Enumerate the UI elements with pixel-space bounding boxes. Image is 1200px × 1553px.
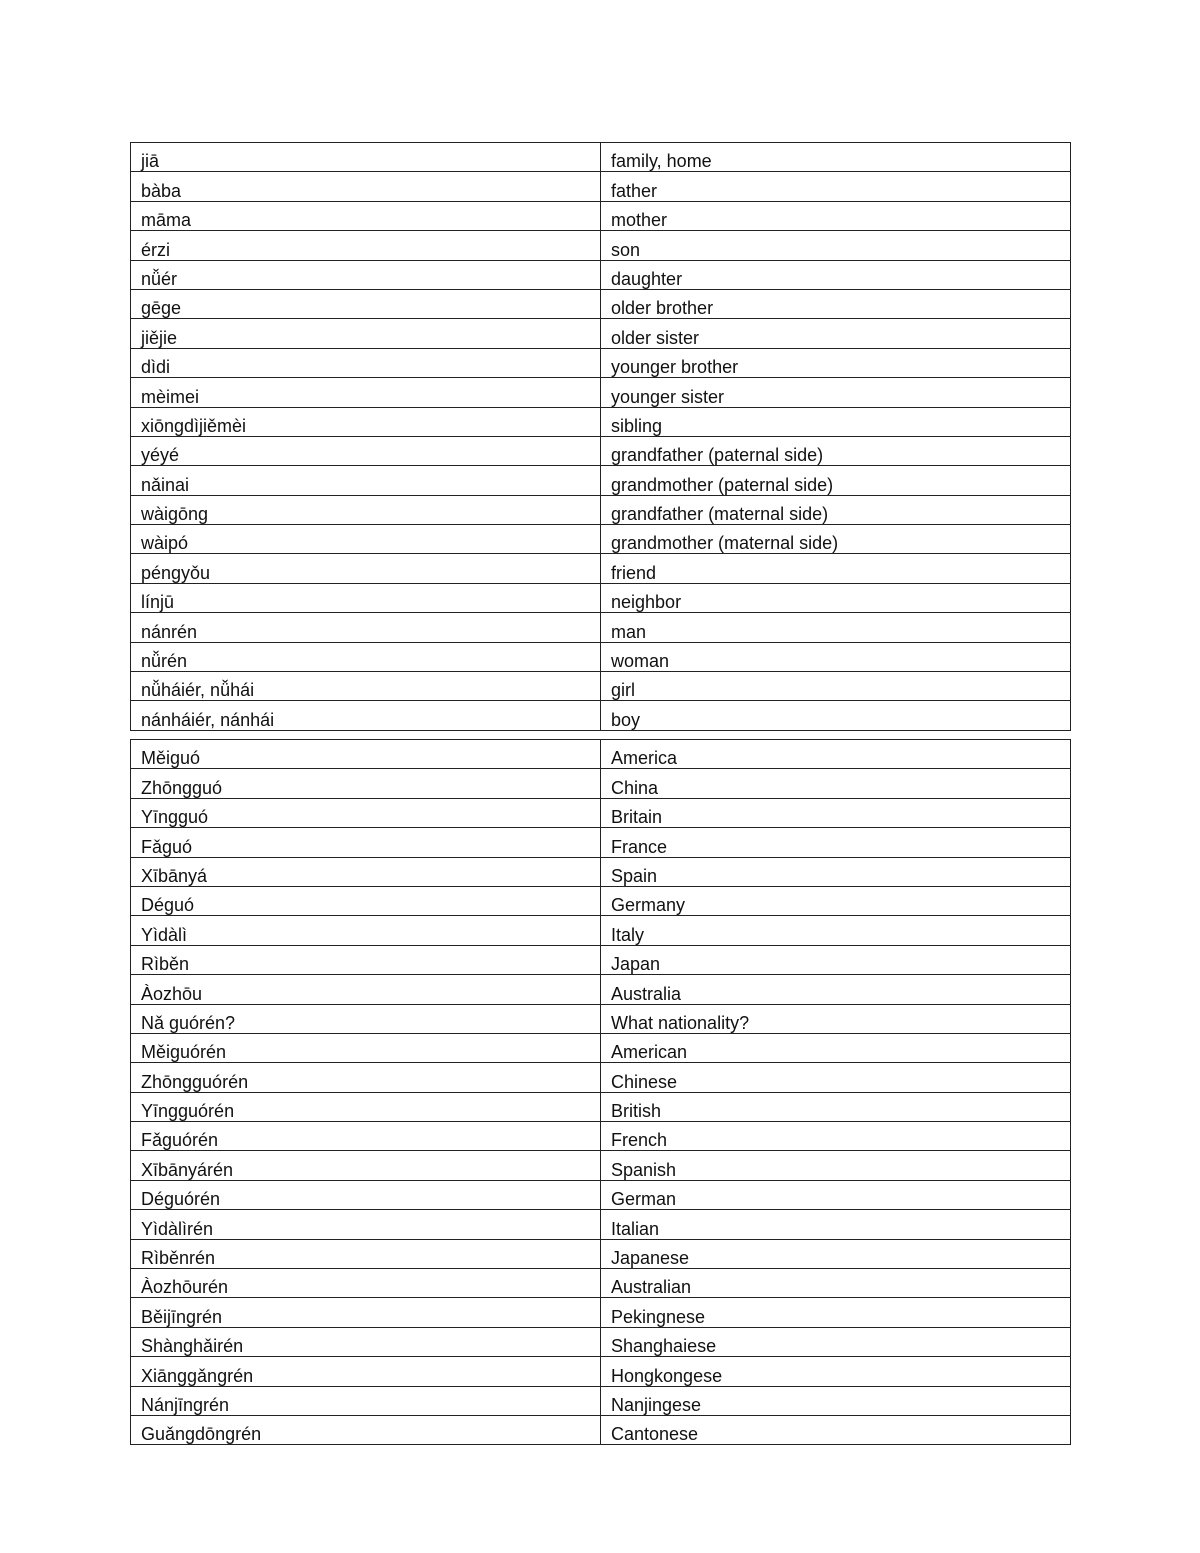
table-row bbox=[131, 1298, 1071, 1327]
english-cell: Pekingnese bbox=[601, 1298, 1071, 1327]
pinyin-cell: nǎinai bbox=[131, 466, 601, 495]
table-row bbox=[131, 319, 1071, 348]
english-cell: grandmother (paternal side) bbox=[601, 466, 1071, 495]
nationality-vocab-body bbox=[131, 740, 1071, 1445]
english-cell: son bbox=[601, 231, 1071, 260]
table-row bbox=[131, 642, 1071, 671]
pinyin-cell: érzi bbox=[131, 231, 601, 260]
english-cell: younger brother bbox=[601, 348, 1071, 377]
pinyin-cell: māma bbox=[131, 201, 601, 230]
pinyin-cell: Xiānggǎngrén bbox=[131, 1357, 601, 1386]
pinyin-cell: Nánjīngrén bbox=[131, 1386, 601, 1415]
pinyin-cell: nǚháiér, nǚhái bbox=[131, 672, 601, 701]
english-cell: America bbox=[601, 740, 1071, 769]
pinyin-cell: Nǎ guórén? bbox=[131, 1004, 601, 1033]
pinyin-cell: jiějie bbox=[131, 319, 601, 348]
table-row bbox=[131, 289, 1071, 318]
table-row bbox=[131, 554, 1071, 583]
pinyin-cell: Yìdàlì bbox=[131, 916, 601, 945]
table-row bbox=[131, 348, 1071, 377]
pinyin-cell: bàba bbox=[131, 172, 601, 201]
english-cell: grandmother (maternal side) bbox=[601, 525, 1071, 554]
english-cell: Nanjingese bbox=[601, 1386, 1071, 1415]
english-cell: woman bbox=[601, 642, 1071, 671]
table-row bbox=[131, 857, 1071, 886]
english-cell: Hongkongese bbox=[601, 1357, 1071, 1386]
pinyin-cell: Àozhōurén bbox=[131, 1269, 601, 1298]
pinyin-cell: péngyǒu bbox=[131, 554, 601, 583]
table-row bbox=[131, 201, 1071, 230]
pinyin-cell: dìdi bbox=[131, 348, 601, 377]
english-cell: older brother bbox=[601, 289, 1071, 318]
english-cell: Japan bbox=[601, 945, 1071, 974]
english-cell: What nationality? bbox=[601, 1004, 1071, 1033]
table-row bbox=[131, 1210, 1071, 1239]
table-row bbox=[131, 701, 1071, 730]
english-cell: China bbox=[601, 769, 1071, 798]
english-cell: Spanish bbox=[601, 1151, 1071, 1180]
pinyin-cell: nǚrén bbox=[131, 642, 601, 671]
english-cell: mother bbox=[601, 201, 1071, 230]
table-row bbox=[131, 1004, 1071, 1033]
pinyin-cell: nǚér bbox=[131, 260, 601, 289]
pinyin-cell: Déguórén bbox=[131, 1180, 601, 1209]
pinyin-cell: Zhōngguórén bbox=[131, 1063, 601, 1092]
english-cell: Italian bbox=[601, 1210, 1071, 1239]
table-row bbox=[131, 1033, 1071, 1062]
english-cell: boy bbox=[601, 701, 1071, 730]
pinyin-cell: wàipó bbox=[131, 525, 601, 554]
pinyin-cell: jiā bbox=[131, 143, 601, 172]
english-cell: American bbox=[601, 1033, 1071, 1062]
table-row bbox=[131, 1239, 1071, 1268]
nationality-vocab-table bbox=[130, 739, 1071, 1445]
english-cell: sibling bbox=[601, 407, 1071, 436]
english-cell: Britain bbox=[601, 798, 1071, 827]
pinyin-cell: Fǎguó bbox=[131, 828, 601, 857]
table-row bbox=[131, 1386, 1071, 1415]
pinyin-cell: Rìběn bbox=[131, 945, 601, 974]
english-cell: German bbox=[601, 1180, 1071, 1209]
table-row bbox=[131, 378, 1071, 407]
pinyin-cell: Fǎguórén bbox=[131, 1122, 601, 1151]
table-row bbox=[131, 828, 1071, 857]
table-row bbox=[131, 1092, 1071, 1121]
table-row bbox=[131, 1063, 1071, 1092]
table-row bbox=[131, 436, 1071, 465]
english-cell: grandfather (paternal side) bbox=[601, 436, 1071, 465]
pinyin-cell: Běijīngrén bbox=[131, 1298, 601, 1327]
english-cell: Australia bbox=[601, 975, 1071, 1004]
pinyin-cell: Yīngguó bbox=[131, 798, 601, 827]
pinyin-cell: Àozhōu bbox=[131, 975, 601, 1004]
english-cell: Italy bbox=[601, 916, 1071, 945]
pinyin-cell: Měiguó bbox=[131, 740, 601, 769]
english-cell: girl bbox=[601, 672, 1071, 701]
table-row bbox=[131, 1151, 1071, 1180]
english-cell: France bbox=[601, 828, 1071, 857]
table-row bbox=[131, 945, 1071, 974]
english-cell: older sister bbox=[601, 319, 1071, 348]
table-row bbox=[131, 1415, 1071, 1444]
pinyin-cell: línjū bbox=[131, 583, 601, 612]
table-row bbox=[131, 143, 1071, 172]
pinyin-cell: Shànghǎirén bbox=[131, 1327, 601, 1356]
english-cell: friend bbox=[601, 554, 1071, 583]
table-row bbox=[131, 798, 1071, 827]
english-cell: family, home bbox=[601, 143, 1071, 172]
english-cell: father bbox=[601, 172, 1071, 201]
pinyin-cell: Déguó bbox=[131, 886, 601, 915]
pinyin-cell: wàigōng bbox=[131, 495, 601, 524]
english-cell: younger sister bbox=[601, 378, 1071, 407]
pinyin-cell: Xībānyárén bbox=[131, 1151, 601, 1180]
pinyin-cell: yéyé bbox=[131, 436, 601, 465]
pinyin-cell: Guǎngdōngrén bbox=[131, 1415, 601, 1444]
english-cell: French bbox=[601, 1122, 1071, 1151]
table-row bbox=[131, 916, 1071, 945]
english-cell: British bbox=[601, 1092, 1071, 1121]
table-row bbox=[131, 172, 1071, 201]
table-row bbox=[131, 769, 1071, 798]
english-cell: Chinese bbox=[601, 1063, 1071, 1092]
table-row bbox=[131, 975, 1071, 1004]
table-row bbox=[131, 613, 1071, 642]
table-row bbox=[131, 1327, 1071, 1356]
pinyin-cell: xiōngdìjiěmèi bbox=[131, 407, 601, 436]
table-row bbox=[131, 1269, 1071, 1298]
english-cell: Japanese bbox=[601, 1239, 1071, 1268]
pinyin-cell: Zhōngguó bbox=[131, 769, 601, 798]
table-row bbox=[131, 407, 1071, 436]
table-row bbox=[131, 1122, 1071, 1151]
table-row bbox=[131, 740, 1071, 769]
table-row bbox=[131, 583, 1071, 612]
family-vocab-table bbox=[130, 142, 1071, 731]
table-row bbox=[131, 466, 1071, 495]
table-row bbox=[131, 260, 1071, 289]
pinyin-cell: nánháiér, nánhái bbox=[131, 701, 601, 730]
pinyin-cell: Měiguórén bbox=[131, 1033, 601, 1062]
table-row bbox=[131, 495, 1071, 524]
table-row bbox=[131, 1180, 1071, 1209]
pinyin-cell: Xībānyá bbox=[131, 857, 601, 886]
english-cell: Shanghaiese bbox=[601, 1327, 1071, 1356]
pinyin-cell: mèimei bbox=[131, 378, 601, 407]
english-cell: Cantonese bbox=[601, 1415, 1071, 1444]
table-row bbox=[131, 231, 1071, 260]
table-row bbox=[131, 525, 1071, 554]
english-cell: neighbor bbox=[601, 583, 1071, 612]
english-cell: daughter bbox=[601, 260, 1071, 289]
table-row bbox=[131, 1357, 1071, 1386]
family-vocab-body bbox=[131, 143, 1071, 731]
english-cell: man bbox=[601, 613, 1071, 642]
english-cell: grandfather (maternal side) bbox=[601, 495, 1071, 524]
pinyin-cell: Yìdàlìrén bbox=[131, 1210, 601, 1239]
table-row bbox=[131, 672, 1071, 701]
english-cell: Australian bbox=[601, 1269, 1071, 1298]
english-cell: Germany bbox=[601, 886, 1071, 915]
pinyin-cell: Yīngguórén bbox=[131, 1092, 601, 1121]
table-row bbox=[131, 886, 1071, 915]
pinyin-cell: Rìběnrén bbox=[131, 1239, 601, 1268]
english-cell: Spain bbox=[601, 857, 1071, 886]
pinyin-cell: nánrén bbox=[131, 613, 601, 642]
pinyin-cell: gēge bbox=[131, 289, 601, 318]
